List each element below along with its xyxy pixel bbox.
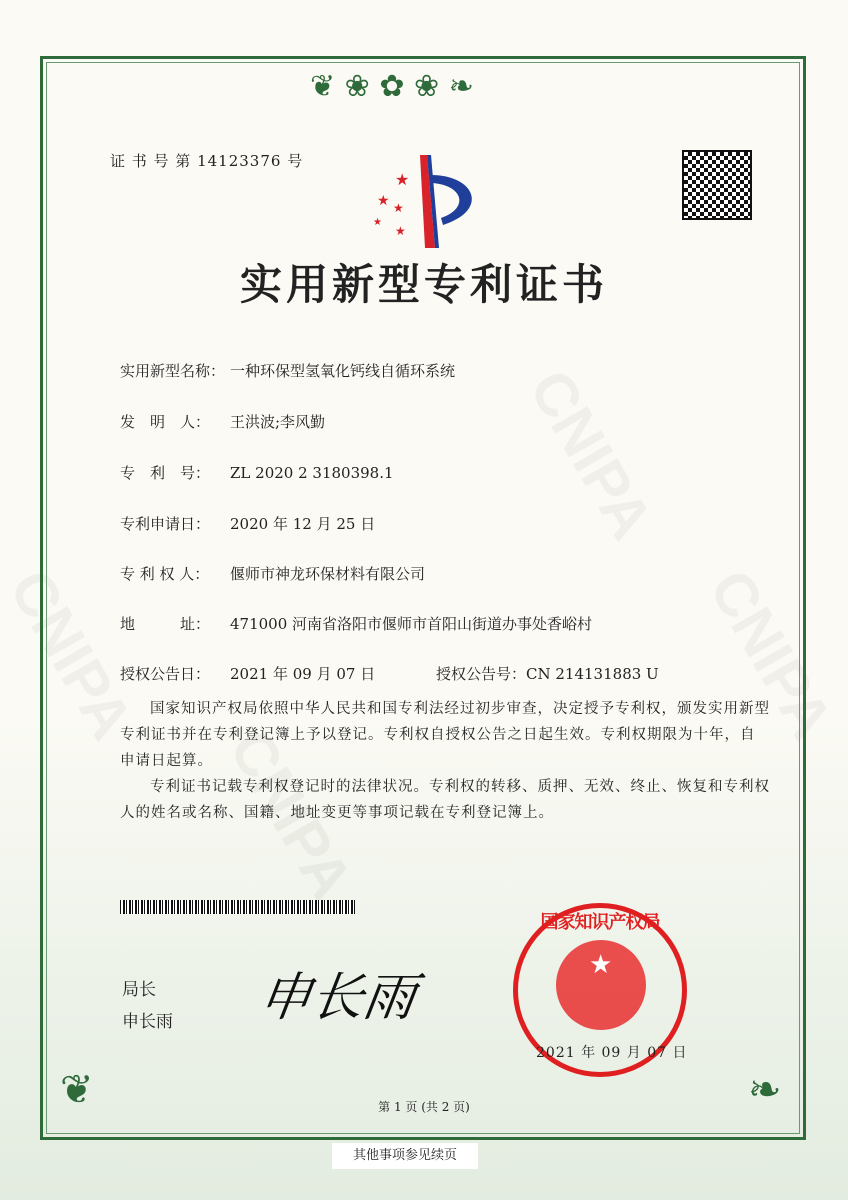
certificate-number: 证 书 号 第 14123376 号 xyxy=(110,152,304,170)
field-address xyxy=(120,613,592,634)
director-title: 局长 xyxy=(122,980,156,1000)
svg-text:★: ★ xyxy=(395,170,410,189)
field-inventors xyxy=(120,411,325,432)
svg-text:★: ★ xyxy=(395,224,406,238)
field-label: 授权公告日： xyxy=(120,665,211,683)
field-announcement-number xyxy=(436,663,659,684)
field-grant-date xyxy=(120,663,375,684)
field-value: 偃师市神龙环保材料有限公司 xyxy=(230,565,426,583)
field-label: 发 明 人： xyxy=(120,413,211,431)
field-label: 专利申请日： xyxy=(120,515,211,533)
continuation-note: 其他事项参见续页 xyxy=(332,1143,478,1169)
qr-code-icon xyxy=(682,150,752,220)
field-value: 471000 河南省洛阳市偃师市首阳山街道办事处香峪村 xyxy=(230,615,593,633)
field-label: 专 利 号： xyxy=(120,464,211,482)
ornament-corner-icon: ❦ xyxy=(60,1067,94,1113)
paragraph-grant-statement: 国家知识产权局依照中华人民共和国专利法经过初步审查，决定授予专利权，颁发实用新型专利证书并在专利登记簿上予以登记。专利权自授权公告之日起生效。专利权期限为十年，自申请日起算。 xyxy=(120,701,770,769)
ornament-top-icon: ❦ ❀ ✿ ❀ ❧ xyxy=(310,69,474,104)
field-patent-number xyxy=(120,462,394,483)
ornament-corner-icon: ❧ xyxy=(748,1067,782,1113)
field-value: 一种环保型氢氧化钙线自循环系统 xyxy=(230,362,456,380)
svg-text:★: ★ xyxy=(377,193,390,209)
field-label: 授权公告号： xyxy=(436,665,527,683)
field-label: 地 址： xyxy=(120,615,211,633)
field-value: 2020 年 12 月 25 日 xyxy=(230,515,376,533)
field-label: 专 利 权 人： xyxy=(120,565,210,583)
cnipa-logo-icon xyxy=(365,150,490,250)
field-utility-model-name xyxy=(120,360,455,381)
field-value: ZL 2020 2 3180398.1 xyxy=(230,464,394,482)
seal-text: 国家知识产权局 xyxy=(540,912,660,933)
seal-star-icon: ★ xyxy=(589,950,613,980)
svg-text:★: ★ xyxy=(393,201,404,215)
director-name: 申长雨 xyxy=(122,1012,173,1032)
field-label: 实用新型名称： xyxy=(120,362,226,380)
paragraph-legal-status: 专利证书记载专利权登记时的法律状况。专利权的转移、质押、无效、终止、恢复和专利权人的姓名或名称、国籍、地址变更等事项记载在专利登记簿上。 xyxy=(120,779,770,821)
svg-text:★: ★ xyxy=(373,217,382,228)
page-info: 第 1 页 (共 2 页) xyxy=(378,1100,470,1114)
field-value: 王洪波;李风勤 xyxy=(230,413,326,431)
director-signature: 申长雨 xyxy=(255,968,420,1028)
barcode-icon xyxy=(120,900,355,914)
field-application-date xyxy=(120,513,375,534)
field-value: CN 214131883 U xyxy=(526,665,659,683)
page-title: 实用新型专利证书 xyxy=(239,260,608,309)
field-patentee xyxy=(120,563,425,584)
field-value: 2021 年 09 月 07 日 xyxy=(230,665,376,683)
seal-date: 2021 年 09 月 07 日 xyxy=(536,1045,688,1061)
